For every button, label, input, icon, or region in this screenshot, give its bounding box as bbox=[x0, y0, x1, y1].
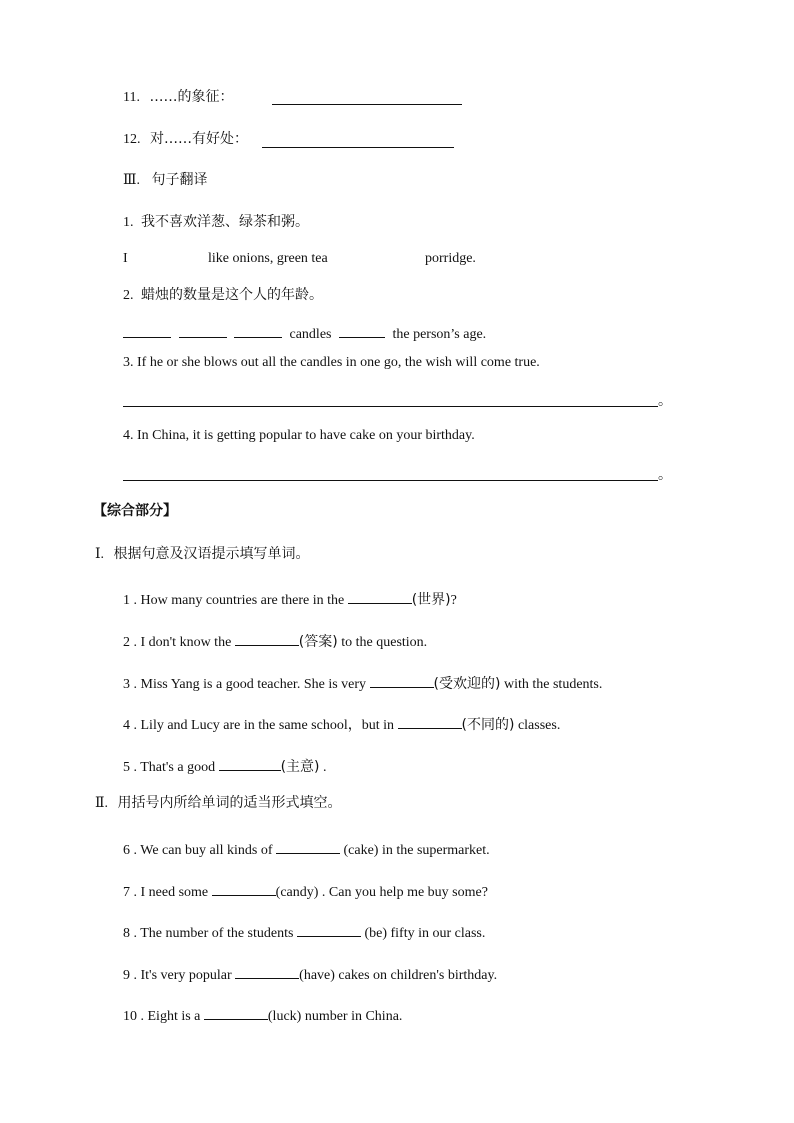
fill-item-3 bbox=[123, 673, 602, 694]
answer-blank[interactable] bbox=[262, 147, 454, 148]
answer-blank[interactable] bbox=[370, 673, 434, 688]
form-item-7 bbox=[123, 881, 488, 902]
section-title: 句子翻译 bbox=[151, 172, 208, 188]
form-item-9 bbox=[123, 964, 497, 985]
question-number: 1. bbox=[123, 215, 134, 230]
chinese-hint: (答案) bbox=[298, 634, 338, 650]
item-text: 3 . Miss Yang is a good teacher. She is very bbox=[123, 677, 370, 692]
answer-blank[interactable] bbox=[204, 1005, 268, 1020]
item-number: 11. bbox=[123, 90, 140, 105]
part1-heading bbox=[95, 545, 310, 564]
item-text: . bbox=[319, 760, 327, 775]
answer-blank[interactable] bbox=[276, 839, 340, 854]
chinese-hint: (主意) bbox=[280, 759, 320, 775]
sentence-part: the person’s age. bbox=[392, 327, 487, 342]
item-text: 5 . That's a good bbox=[123, 760, 219, 775]
item-text: 9 . It's very popular bbox=[123, 968, 236, 983]
item-number: 12. bbox=[123, 132, 141, 147]
vocab-item-11 bbox=[123, 88, 233, 107]
section-title: 根据句意及汉语提示填写单词。 bbox=[113, 546, 310, 562]
item-text: 2 . I don't know the bbox=[123, 635, 235, 650]
item-text: (have) cakes on children's birthday. bbox=[299, 968, 498, 983]
item-text: ? bbox=[450, 593, 457, 608]
sentence-part: like onions, green tea bbox=[208, 251, 328, 266]
answer-blank[interactable] bbox=[297, 922, 361, 937]
section-heading-translation bbox=[123, 171, 208, 190]
chinese-hint: (世界) bbox=[411, 592, 451, 608]
sentence-part: candles bbox=[289, 327, 332, 342]
sentence-part: I bbox=[123, 251, 128, 266]
translation-q1-en bbox=[123, 250, 128, 268]
answer-blank[interactable] bbox=[234, 323, 282, 338]
translation-q2-zh bbox=[123, 286, 323, 305]
question-text: 蜡烛的数量是这个人的年龄。 bbox=[141, 287, 323, 303]
answer-blank[interactable] bbox=[398, 714, 462, 729]
question-number: 2. bbox=[123, 288, 134, 303]
answer-blank[interactable] bbox=[272, 104, 462, 105]
answer-line[interactable] bbox=[123, 480, 658, 481]
item-text: with the students. bbox=[500, 677, 603, 692]
section-number: Ⅰ. bbox=[95, 547, 105, 562]
answer-blank[interactable] bbox=[235, 964, 299, 979]
item-text: 10 . Eight is a bbox=[123, 1009, 204, 1024]
full-stop: 。 bbox=[658, 393, 672, 409]
comprehensive-title: 【综合部分】 bbox=[93, 503, 177, 519]
item-text: (cake) in the supermarket. bbox=[339, 843, 490, 858]
item-text: (be) fifty in our class. bbox=[360, 926, 486, 941]
answer-blank[interactable] bbox=[179, 323, 227, 338]
full-stop: 。 bbox=[658, 467, 672, 483]
item-prompt: 对……有好处： bbox=[150, 131, 248, 147]
chinese-hint: (不同的) bbox=[461, 717, 515, 733]
item-text: (luck) number in China. bbox=[267, 1009, 403, 1024]
fill-item-1 bbox=[123, 589, 457, 610]
answer-line[interactable] bbox=[123, 406, 658, 407]
item-text: classes. bbox=[514, 718, 561, 733]
item-text: 6 . We can buy all kinds of bbox=[123, 843, 276, 858]
section-title: 用括号内所给单词的适当形式填空。 bbox=[117, 795, 342, 811]
item-text: 7 . I need some bbox=[123, 885, 212, 900]
chinese-hint: (受欢迎的) bbox=[433, 676, 501, 692]
answer-blank[interactable] bbox=[212, 881, 276, 896]
item-text: (candy) . Can you help me buy some? bbox=[275, 885, 488, 900]
form-item-10 bbox=[123, 1005, 402, 1026]
item-prompt: ……的象征： bbox=[149, 89, 234, 105]
answer-blank[interactable] bbox=[219, 756, 281, 771]
sentence-part: porridge. bbox=[425, 251, 476, 266]
item-text: 4 . Lily and Lucy are in the same school，but in bbox=[123, 718, 398, 733]
answer-blank[interactable] bbox=[123, 323, 171, 338]
answer-blank[interactable] bbox=[339, 323, 385, 338]
form-item-8 bbox=[123, 922, 485, 943]
section-number: Ⅲ. bbox=[123, 173, 141, 188]
answer-blank[interactable] bbox=[235, 631, 299, 646]
part2-heading bbox=[95, 794, 342, 813]
question-text: 我不喜欢洋葱、绿茶和粥。 bbox=[141, 214, 309, 230]
translation-q1-zh bbox=[123, 213, 309, 232]
fill-item-4 bbox=[123, 714, 560, 735]
fill-item-2 bbox=[123, 631, 427, 652]
item-text: 1 . How many countries are there in the bbox=[123, 593, 348, 608]
section-number: Ⅱ. bbox=[95, 796, 109, 811]
translation-q4: 4. In China, it is getting popular to have cake on your birthday. bbox=[123, 428, 475, 443]
fill-item-5 bbox=[123, 756, 327, 777]
answer-blank[interactable] bbox=[348, 589, 412, 604]
translation-q2-en bbox=[123, 323, 486, 344]
item-text: to the question. bbox=[337, 635, 428, 650]
vocab-item-12 bbox=[123, 130, 248, 149]
form-item-6 bbox=[123, 839, 490, 860]
translation-q3: 3. If he or she blows out all the candles in one go, the wish will come true. bbox=[123, 355, 540, 370]
item-text: 8 . The number of the students bbox=[123, 926, 297, 941]
